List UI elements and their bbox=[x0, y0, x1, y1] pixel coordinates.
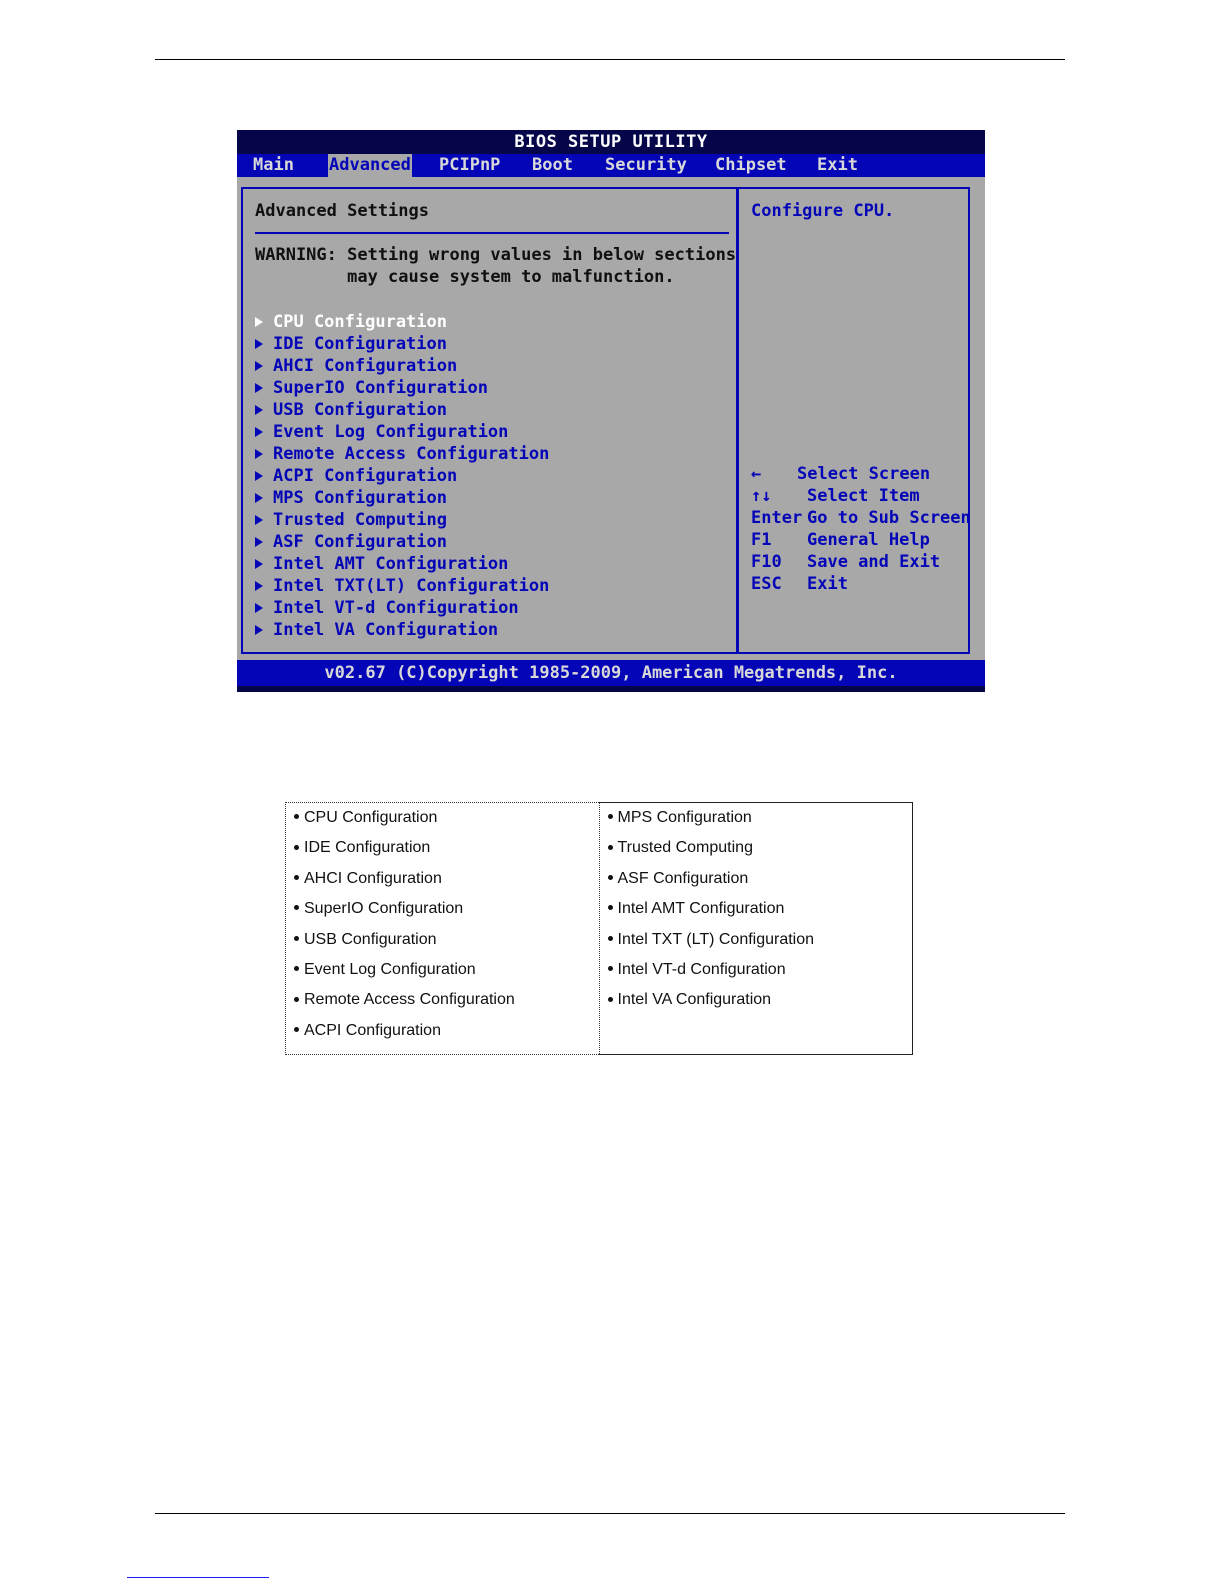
submenu-summary-table bbox=[285, 802, 913, 1055]
menu-item-intel-txt-configuration[interactable]: Intel TXT(LT) Configuration bbox=[255, 575, 549, 597]
arrow-right-icon bbox=[255, 449, 263, 459]
key-description: Go to Sub Screen bbox=[807, 508, 971, 528]
config-menu-list bbox=[255, 311, 549, 641]
key-description: Exit bbox=[807, 574, 848, 594]
bullet-icon bbox=[294, 905, 299, 910]
key-legend-row bbox=[751, 573, 848, 595]
bullet-icon bbox=[294, 875, 299, 880]
warning-text-line1: WARNING: Setting wrong values in below sections bbox=[255, 245, 737, 265]
key-legend-row bbox=[751, 507, 971, 529]
menu-item-acpi-configuration[interactable]: ACPI Configuration bbox=[255, 465, 549, 487]
bios-copyright-footer: v02.67 (C)Copyright 1985-2009, American Megatrends, Inc. bbox=[237, 660, 985, 686]
list-item: SuperIO Configuration bbox=[294, 898, 591, 928]
menu-item-mps-configuration[interactable]: MPS Configuration bbox=[255, 487, 549, 509]
bios-title: BIOS SETUP UTILITY bbox=[237, 130, 985, 154]
list-item: AHCI Configuration bbox=[294, 868, 591, 898]
arrow-right-icon bbox=[255, 361, 263, 371]
key-label: ← bbox=[751, 464, 762, 484]
list-item: Intel VT-d Configuration bbox=[608, 959, 905, 989]
key-label: F10 bbox=[751, 552, 782, 572]
menu-item-cpu-configuration[interactable]: CPU Configuration bbox=[255, 311, 549, 333]
key-label: Enter bbox=[751, 508, 803, 528]
list-item: IDE Configuration bbox=[294, 837, 591, 867]
panel-title: Advanced Settings bbox=[255, 201, 429, 221]
key-description: General Help bbox=[807, 530, 930, 550]
key-legend-row bbox=[751, 529, 930, 551]
menu-security[interactable]: Security bbox=[605, 155, 687, 175]
bios-menubar bbox=[237, 154, 985, 177]
menu-item-asf-configuration[interactable]: ASF Configuration bbox=[255, 531, 549, 553]
menu-pcipnp[interactable]: PCIPnP bbox=[439, 155, 501, 175]
menu-item-intel-vtd-configuration[interactable]: Intel VT-d Configuration bbox=[255, 597, 549, 619]
menu-advanced[interactable]: Advanced bbox=[329, 155, 411, 175]
bullet-icon bbox=[608, 845, 613, 850]
list-item: MPS Configuration bbox=[608, 807, 905, 837]
bullet-icon bbox=[608, 966, 613, 971]
menu-item-ahci-configuration[interactable]: AHCI Configuration bbox=[255, 355, 549, 377]
bullet-icon bbox=[294, 814, 299, 819]
menu-main[interactable]: Main bbox=[253, 155, 294, 175]
title-divider bbox=[255, 232, 729, 234]
bullet-icon bbox=[608, 936, 613, 941]
bullet-icon bbox=[608, 875, 613, 880]
arrow-right-icon bbox=[255, 493, 263, 503]
list-item: Remote Access Configuration bbox=[294, 989, 591, 1019]
menu-exit[interactable]: Exit bbox=[817, 155, 858, 175]
arrow-right-icon bbox=[255, 515, 263, 525]
list-item: Intel TXT (LT) Configuration bbox=[608, 929, 905, 959]
arrow-right-icon bbox=[255, 537, 263, 547]
arrow-right-icon bbox=[255, 581, 263, 591]
arrow-right-icon bbox=[255, 405, 263, 415]
top-rule bbox=[155, 59, 1065, 60]
bios-screen bbox=[237, 130, 985, 692]
bullet-icon bbox=[608, 997, 613, 1002]
footer-link-underline bbox=[127, 1577, 269, 1578]
summary-column-left bbox=[286, 803, 600, 1055]
menu-item-superio-configuration[interactable]: SuperIO Configuration bbox=[255, 377, 549, 399]
bullet-icon bbox=[608, 905, 613, 910]
key-legend bbox=[751, 463, 971, 595]
list-item: Intel AMT Configuration bbox=[608, 898, 905, 928]
key-legend-row bbox=[751, 485, 920, 507]
menu-item-intel-va-configuration[interactable]: Intel VA Configuration bbox=[255, 619, 549, 641]
list-item: ASF Configuration bbox=[608, 868, 905, 898]
arrow-right-icon bbox=[255, 625, 263, 635]
bullet-icon bbox=[294, 845, 299, 850]
menu-item-trusted-computing[interactable]: Trusted Computing bbox=[255, 509, 549, 531]
list-item: CPU Configuration bbox=[294, 807, 591, 837]
menu-item-usb-configuration[interactable]: USB Configuration bbox=[255, 399, 549, 421]
key-description: Save and Exit bbox=[807, 552, 941, 572]
bottom-rule bbox=[155, 1513, 1065, 1514]
warning-text-line2: may cause system to malfunction. bbox=[255, 267, 675, 287]
menu-item-intel-amt-configuration[interactable]: Intel AMT Configuration bbox=[255, 553, 549, 575]
key-description: Select Item bbox=[807, 486, 920, 506]
key-label: F1 bbox=[751, 530, 772, 550]
arrow-right-icon bbox=[255, 427, 263, 437]
menu-item-remote-access-configuration[interactable]: Remote Access Configuration bbox=[255, 443, 549, 465]
bullet-icon bbox=[294, 936, 299, 941]
menu-item-ide-configuration[interactable]: IDE Configuration bbox=[255, 333, 549, 355]
key-legend-row bbox=[751, 551, 941, 573]
help-text: Configure CPU. bbox=[751, 201, 895, 221]
list-item: Trusted Computing bbox=[608, 837, 905, 867]
list-item: USB Configuration bbox=[294, 929, 591, 959]
bullet-icon bbox=[294, 997, 299, 1002]
settings-panel bbox=[241, 187, 738, 654]
menu-item-event-log-configuration[interactable]: Event Log Configuration bbox=[255, 421, 549, 443]
list-item: Event Log Configuration bbox=[294, 959, 591, 989]
menu-chipset[interactable]: Chipset bbox=[715, 155, 787, 175]
list-item: ACPI Configuration bbox=[294, 1020, 591, 1050]
bullet-icon bbox=[294, 966, 299, 971]
help-panel bbox=[737, 187, 970, 654]
summary-column-right bbox=[599, 803, 913, 1055]
arrow-right-icon bbox=[255, 471, 263, 481]
key-description: Select Screen bbox=[797, 464, 931, 484]
list-item: Intel VA Configuration bbox=[608, 989, 905, 1019]
arrow-right-icon bbox=[255, 317, 263, 327]
arrow-right-icon bbox=[255, 383, 263, 393]
bios-bottom-strip bbox=[237, 686, 985, 692]
bullet-icon bbox=[294, 1027, 299, 1032]
key-label: ↑↓ bbox=[751, 486, 772, 506]
arrow-right-icon bbox=[255, 603, 263, 613]
arrow-right-icon bbox=[255, 559, 263, 569]
menu-boot[interactable]: Boot bbox=[532, 155, 573, 175]
key-legend-row bbox=[751, 463, 931, 485]
arrow-right-icon bbox=[255, 339, 263, 349]
bullet-icon bbox=[608, 814, 613, 819]
key-label: ESC bbox=[751, 574, 782, 594]
